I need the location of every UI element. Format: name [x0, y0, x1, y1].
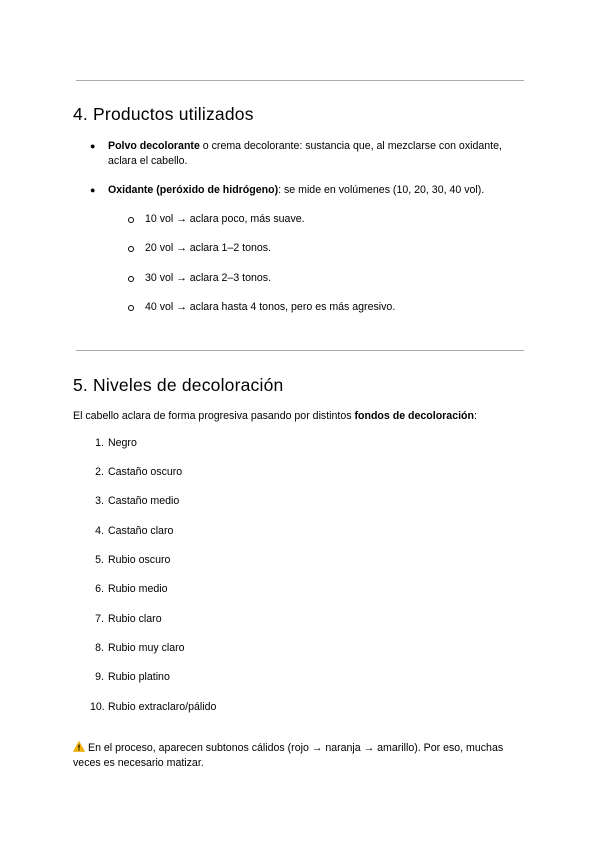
- intro-bold: fondos de decoloración: [354, 410, 474, 422]
- level-item: Rubio muy claro: [108, 642, 185, 654]
- section-5-intro: [73, 409, 477, 424]
- level-number: 2.: [95, 466, 104, 478]
- bullet-item-oxidante: [108, 183, 484, 198]
- intro-text: El cabello aclara de forma progresiva pasando por distintos: [73, 410, 355, 422]
- sub-item-40vol: 40 vol → aclara hasta 4 tonos, pero es más agresivo.: [145, 301, 396, 313]
- level-item: Castaño oscuro: [108, 466, 183, 478]
- sub-item-10vol: 10 vol → aclara poco, más suave.: [145, 213, 305, 225]
- level-number: 4.: [95, 525, 104, 537]
- horizontal-rule-middle: [76, 350, 524, 351]
- level-number: 7.: [95, 613, 104, 625]
- sub-item-30vol: 30 vol → aclara 2–3 tonos.: [145, 272, 272, 284]
- level-number: 8.: [95, 642, 104, 654]
- warning-icon: [73, 741, 85, 752]
- level-item: Rubio medio: [108, 583, 168, 595]
- level-item: Rubio oscuro: [108, 554, 171, 566]
- sub-item-20vol: 20 vol → aclara 1–2 tonos.: [145, 242, 272, 254]
- warning-note: [73, 741, 503, 756]
- sub-bullet-circle: [128, 276, 134, 282]
- level-number: 9.: [95, 671, 104, 683]
- intro-end: :: [473, 410, 477, 422]
- bullet-text-oxidante: : se mide en volúmenes (10, 20, 30, 40 vol).: [278, 184, 485, 196]
- section-4-heading: 4. Productos utilizados: [73, 104, 254, 124]
- level-item: Castaño claro: [108, 525, 174, 537]
- level-item: Negro: [108, 437, 137, 449]
- warning-note-line1: En el proceso, aparecen subtonos cálidos (rojo → naranja → amarillo). Por eso, muchas: [88, 742, 504, 754]
- horizontal-rule-top: [76, 80, 524, 81]
- level-item: Rubio claro: [108, 613, 162, 625]
- level-number: 3.: [95, 495, 104, 507]
- level-item: Rubio extraclaro/pálido: [108, 701, 217, 713]
- bullet-dot: ●: [90, 185, 96, 195]
- level-item: Rubio platino: [108, 671, 170, 683]
- level-item: Castaño medio: [108, 495, 180, 507]
- level-number: 5.: [95, 554, 104, 566]
- bullet-item-polvo: [108, 139, 502, 154]
- level-number: 1.: [95, 437, 104, 449]
- sub-bullet-circle: [128, 217, 134, 223]
- level-number: 10.: [90, 701, 105, 713]
- bullet-dot: ●: [90, 141, 96, 151]
- bullet-item-polvo-line2: aclara el cabello.: [108, 155, 188, 167]
- section-5-heading: 5. Niveles de decoloración: [73, 375, 284, 395]
- bullet-bold-polvo: Polvo decolorante: [108, 140, 200, 152]
- warning-note-line2: veces es necesario matizar.: [73, 757, 204, 769]
- level-number: 6.: [95, 583, 104, 595]
- bullet-bold-oxidante: Oxidante (peróxido de hidrógeno): [108, 184, 279, 196]
- bullet-text-polvo: o crema decolorante: sustancia que, al mezclarse con oxidante,: [199, 140, 502, 152]
- sub-bullet-circle: [128, 305, 134, 311]
- sub-bullet-circle: [128, 246, 134, 252]
